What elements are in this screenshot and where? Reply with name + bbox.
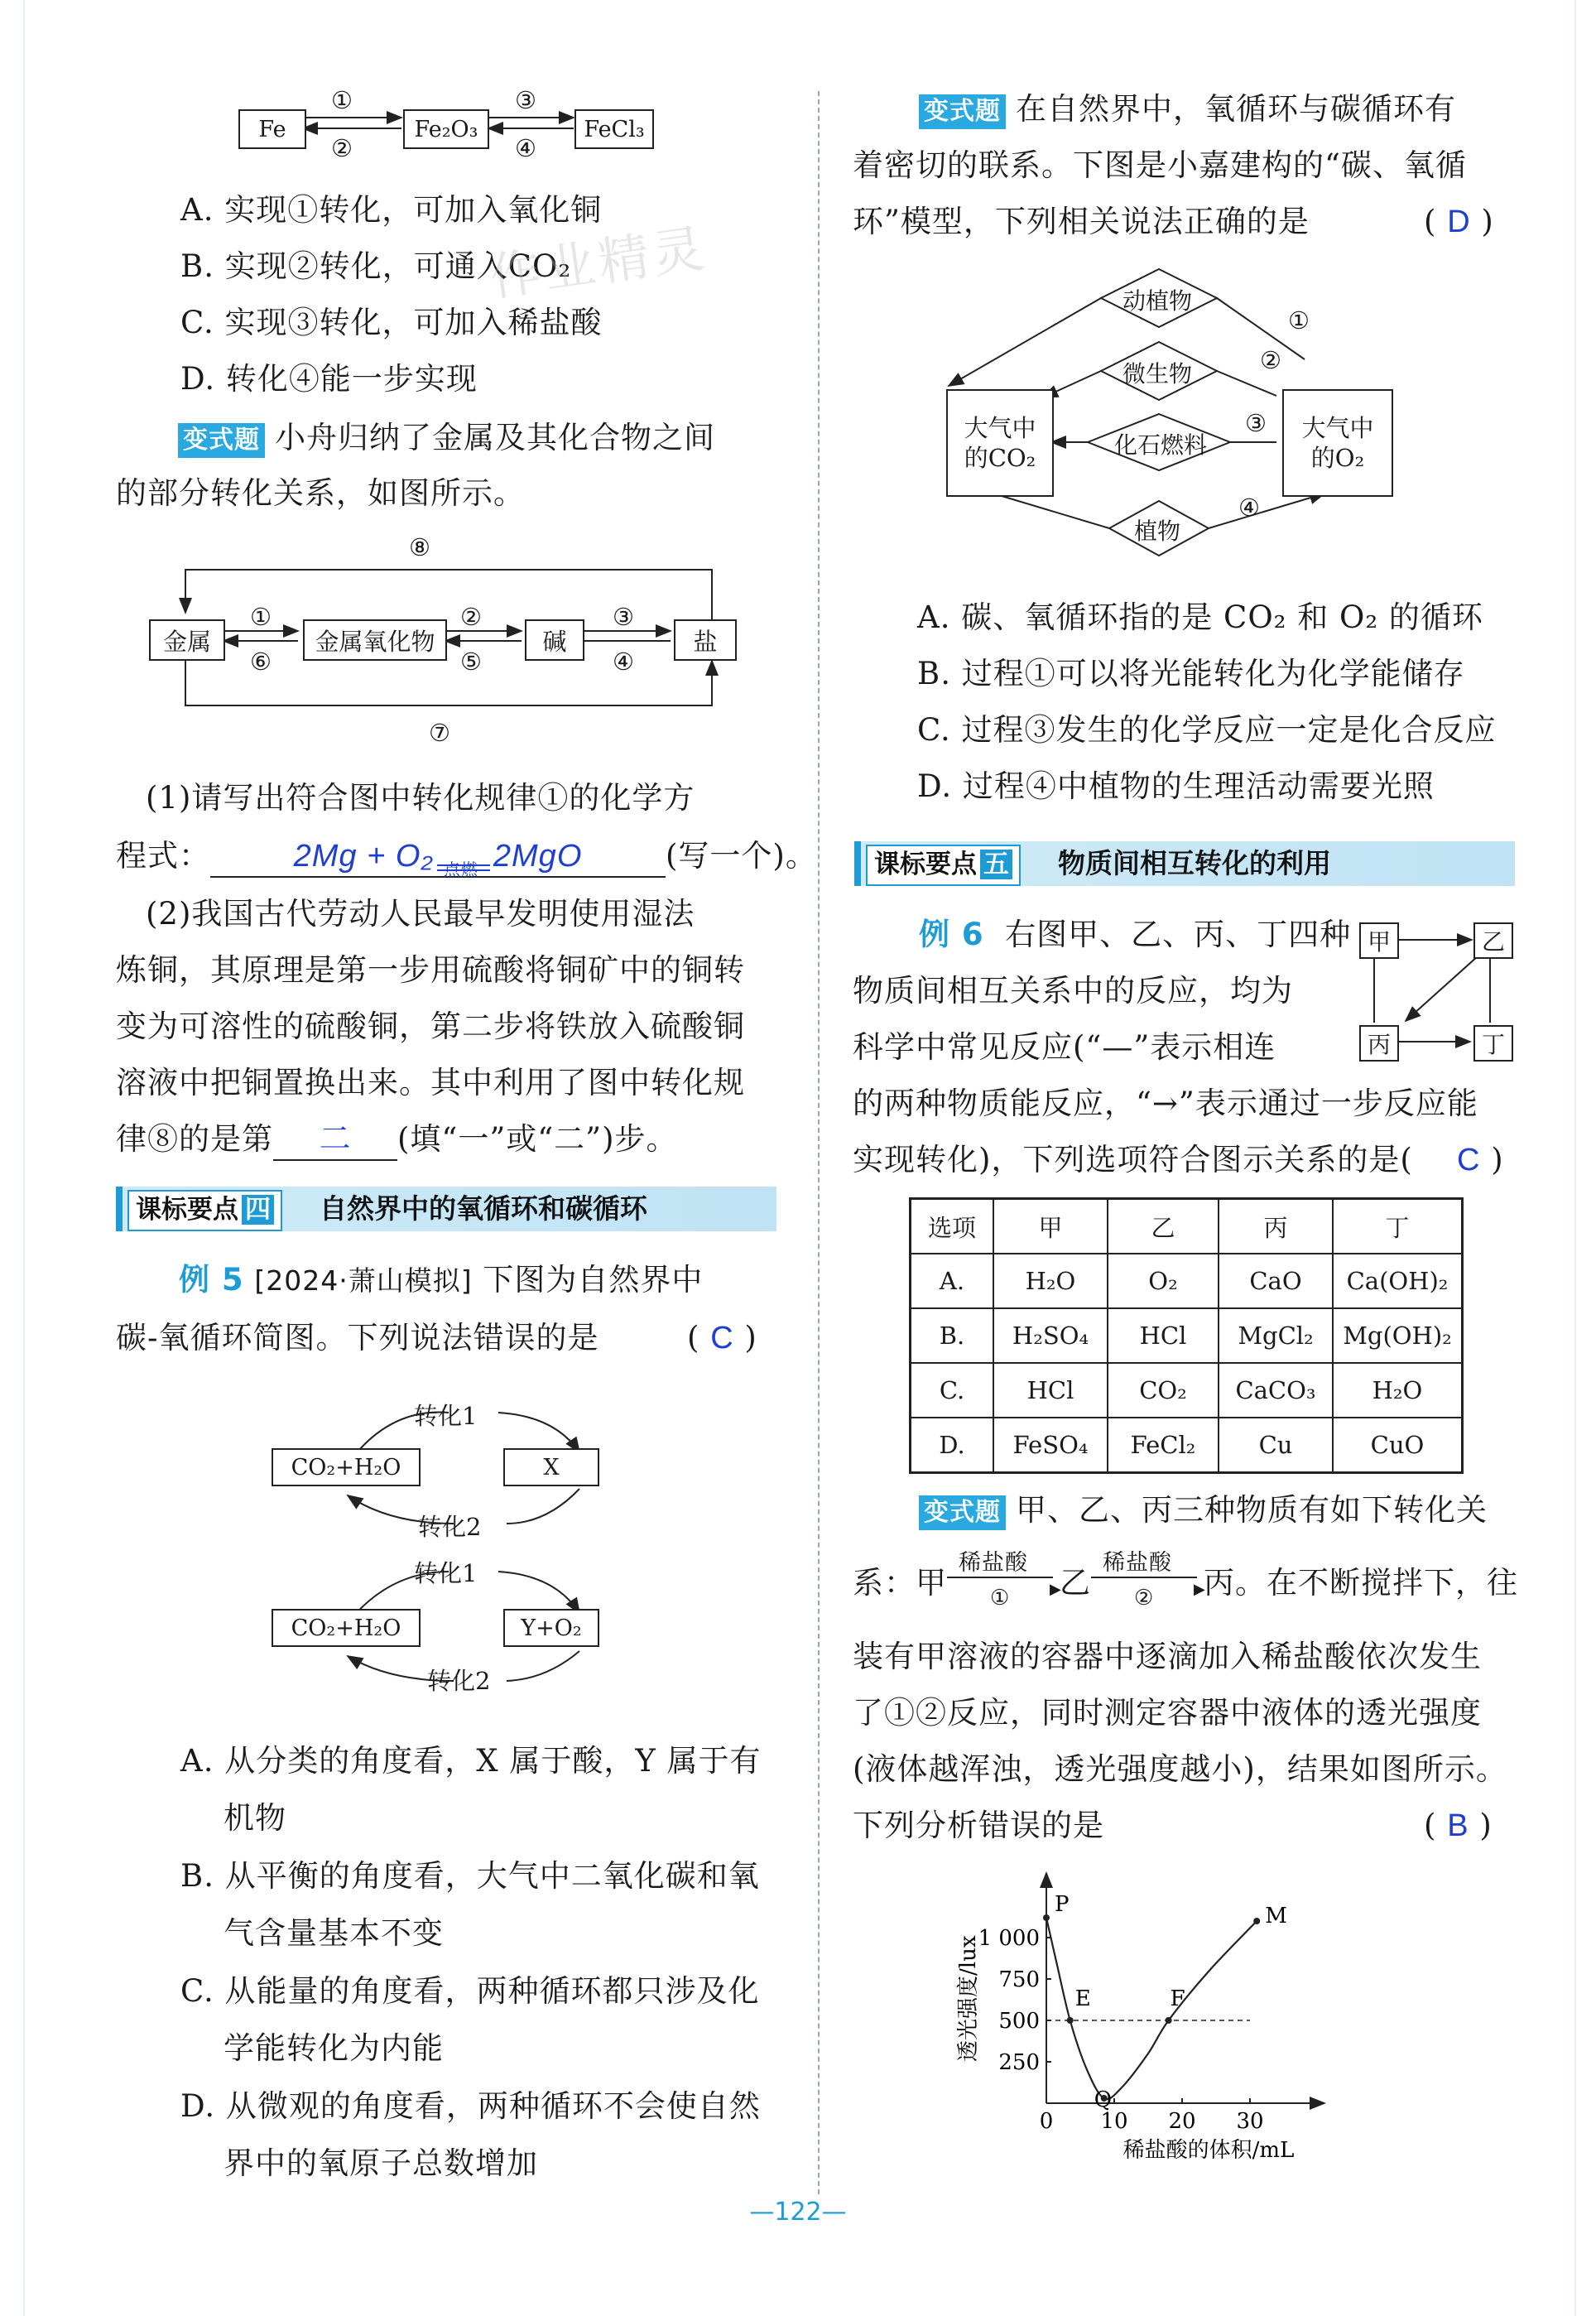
metal-label-5: ⑤ (460, 648, 482, 676)
q2-answer: 二 (273, 1119, 397, 1161)
base-node: 碱 (525, 619, 584, 661)
section-5-label: 课标要点 五 (866, 845, 1021, 886)
point-label-f: F (1170, 1986, 1185, 2011)
x-axis-label: 稀盐酸的体积/mL (1122, 2138, 1295, 2163)
variant1-line1 (178, 418, 715, 458)
example6-line2: 物质间相互关系中的反应，均为 (853, 973, 1293, 1009)
table-cell: B. (911, 1308, 994, 1363)
process-3-label: ③ (1245, 409, 1267, 437)
ex5-option-b1: B. 从平衡的角度看，大气中二氧化碳和氧 (180, 1858, 760, 1894)
cycle2-left-node: CO₂+H₂O (272, 1609, 421, 1647)
example5-line2 (116, 1318, 757, 1358)
cycle2-transform1: 转化1 (414, 1559, 478, 1587)
ex5-option-c1: C. 从能量的角度看，两种循环都只涉及化 (180, 1973, 760, 2009)
metal-oxide-node: 金属氧化物 (303, 619, 447, 661)
example5-text2: 碳-氧循环简图。下列说法错误的是 (116, 1320, 599, 1355)
option-d: D. 转化④能一步实现 (180, 361, 478, 397)
table-cell: CaO (1219, 1254, 1333, 1308)
table-cell: HCl (1108, 1308, 1219, 1363)
metal-node: 金属 (149, 619, 225, 661)
fecl3-node: FeCl₃ (574, 109, 654, 149)
variant2-option-c: C. 过程③发生的化学反应一定是化合反应 (917, 712, 1497, 748)
mini-node-bing: 丙 (1359, 1025, 1399, 1062)
y-tick-label: 1 000 (978, 1926, 1040, 1951)
arrow-label-3: ③ (515, 86, 536, 114)
relation-prefix: 系：甲 (853, 1565, 947, 1601)
transmittance-chart (944, 1863, 1440, 2178)
arrow-label-1: ① (331, 86, 353, 114)
example6-text5: 实现转化)，下列选项符合图示关系的是( (853, 1142, 1413, 1177)
example6-answer: C (1457, 1143, 1481, 1177)
variant3-line3: 装有甲溶液的容器中逐滴加入稀盐酸依次发生 (853, 1639, 1482, 1674)
q1-suffix: (写一个)。 (666, 838, 817, 874)
metal-label-7: ⑦ (429, 719, 450, 747)
q1-answer-right: 2MgO (493, 839, 583, 874)
table-row (911, 1363, 1463, 1418)
table-cell: CaCO₃ (1219, 1363, 1333, 1418)
cycle1-left-node: CO₂+H₂O (272, 1448, 421, 1486)
example6-line5 (853, 1140, 1504, 1180)
table-header: 选项 (911, 1199, 994, 1254)
table-cell: HCl (993, 1363, 1108, 1418)
section-4-label: 课标要点 四 (127, 1190, 282, 1231)
q2-line5 (116, 1119, 678, 1161)
variant2-line2: 着密切的联系。下图是小嘉建构的“碳、氧循 (853, 147, 1467, 183)
variant2-option-d: D. 过程④中植物的生理活动需要光照 (917, 768, 1435, 804)
q1-answer-left: 2Mg + O₂ (293, 839, 434, 874)
q2-line1: (2)我国古代劳动人民最早发明使用湿法 (146, 896, 695, 932)
plants-label: 植物 (1134, 518, 1181, 545)
variant2-line3 (853, 202, 1494, 242)
mini-node-yi: 乙 (1473, 922, 1513, 959)
q1-line2 (116, 836, 817, 878)
q1-prefix: 程式： (116, 838, 210, 874)
ex5-option-d2: 界中的氧原子总数增加 (224, 2145, 538, 2181)
page-number: —122— (749, 2198, 847, 2227)
fe2o3-node: Fe₂O₃ (403, 109, 489, 149)
table-cell: Ca(OH)₂ (1333, 1254, 1463, 1308)
table-cell: CuO (1333, 1418, 1463, 1473)
watermark: 作业精灵 (485, 217, 711, 308)
q2-line3: 变为可溶性的硫酸铜，第二步将铁放入硫酸铜 (116, 1009, 745, 1044)
example6-label: 例 6 (919, 917, 984, 952)
x-tick-label: 0 (1039, 2109, 1054, 2134)
mini-node-ding: 丁 (1473, 1025, 1513, 1062)
q2-suffix: (填“一”或“二”)步。 (397, 1121, 678, 1157)
table-cell: H₂O (993, 1254, 1108, 1308)
ex5-option-a2: 机物 (224, 1800, 286, 1836)
variant2-answer: D (1447, 205, 1471, 239)
reaction-num-1: ① (990, 1586, 1011, 1611)
point-label-e: E (1074, 1986, 1091, 2011)
variant3-line1 (919, 1490, 1488, 1530)
metal-label-4: ④ (613, 648, 634, 676)
table-header: 丙 (1219, 1199, 1333, 1254)
q1-line1: (1)请写出符合图中转化规律①的化学方 (146, 780, 695, 816)
reagent-1: 稀盐酸 (959, 1550, 1028, 1576)
ex5-option-c2: 学能转化为内能 (224, 2030, 444, 2066)
x-tick-label: 30 (1236, 2109, 1264, 2134)
x-tick-label: 20 (1168, 2109, 1196, 2134)
variant-tag: 变式题 (178, 423, 265, 458)
variant3-line5: (液体越浑浊，透光强度越小)，结果如图所示。 (853, 1751, 1507, 1787)
q2-prefix: 律⑧的是第 (116, 1121, 273, 1157)
y-tick-label: 250 (998, 2050, 1040, 2075)
fe-node: Fe (238, 109, 306, 149)
point-label-m: M (1265, 1904, 1287, 1928)
option-c: C. 实现③转化，可加入稀盐酸 (180, 305, 603, 340)
section-4-header (116, 1187, 776, 1231)
column-divider (818, 91, 820, 2194)
variant2-answer-bracket: ( D ) (1424, 204, 1494, 239)
variant3-relation-line (853, 1550, 1518, 1611)
table-cell: MgCl₂ (1219, 1308, 1333, 1363)
y-axis-label: 透光强度/lux (956, 1935, 981, 2062)
arrow-label-2: ② (331, 134, 353, 162)
table-cell: H₂SO₄ (993, 1308, 1108, 1363)
process-2-label: ② (1260, 346, 1281, 374)
variant2-option-b: B. 过程①可以将光能转化为化学能储存 (917, 656, 1465, 691)
variant1-line2: 的部分转化关系，如图所示。 (116, 475, 525, 511)
example5-line1 (179, 1260, 703, 1301)
table-row (911, 1418, 1463, 1473)
atmosphere-o2-box: 大气中 的O₂ (1282, 389, 1393, 497)
reaction-num-2: ② (1134, 1586, 1155, 1611)
relation-mid: 乙 (1060, 1565, 1091, 1601)
q2-line4: 溶液中把铜置换出来。其中利用了图中转化规 (116, 1065, 745, 1100)
table-cell: Cu (1219, 1418, 1333, 1473)
variant1-text1: 小舟归纳了金属及其化合物之间 (275, 420, 715, 455)
point-label-q: Q (1094, 2087, 1113, 2112)
q2-line2: 炼铜，其原理是第一步用硫酸将铜矿中的铜转 (116, 952, 745, 988)
example5-answer: C (710, 1321, 734, 1355)
example5-source: [2024·萧山模拟] (254, 1264, 473, 1297)
table-header-row (911, 1199, 1463, 1254)
table-cell: FeCl₂ (1108, 1418, 1219, 1473)
variant2-text1: 在自然界中，氧循环与碳循环有 (1016, 91, 1456, 127)
example6-line1 (919, 915, 1351, 955)
fossil-fuel-label: 化石燃料 (1114, 431, 1208, 459)
example6-line4: 的两种物质能反应，“→”表示通过一步反应能 (853, 1086, 1478, 1121)
variant3-text1: 甲、乙、丙三种物质有如下转化关 (1016, 1492, 1488, 1528)
example6-line3: 科学中常见反应(“—”表示相连 (853, 1029, 1276, 1065)
atmosphere-co2-box: 大气中 的CO₂ (946, 389, 1054, 497)
table-cell: O₂ (1108, 1254, 1219, 1308)
table-cell: A. (911, 1254, 994, 1308)
arrow-label-4: ④ (515, 134, 536, 162)
ex5-option-b2: 气含量基本不变 (224, 1915, 444, 1951)
cycle2-transform2: 转化2 (427, 1667, 491, 1695)
animals-plants-label: 动植物 (1122, 287, 1193, 315)
variant2-text3: 环”模型，下列相关说法正确的是 (853, 204, 1310, 239)
table-row (911, 1308, 1463, 1363)
relation-arrow-2: 稀盐酸 ▶ ② (1091, 1577, 1204, 1593)
table-header: 甲 (993, 1199, 1108, 1254)
metal-label-1: ① (250, 603, 272, 631)
point-f (1166, 2017, 1172, 2024)
mini-node-jia: 甲 (1359, 922, 1399, 959)
variant3-line4: 了①②反应，同时测定容器中液体的透光强度 (853, 1695, 1482, 1731)
metal-label-3: ③ (613, 603, 634, 631)
table-cell: C. (911, 1363, 994, 1418)
relation-suffix: 丙。在不断搅拌下，往 (1204, 1565, 1518, 1601)
variant3-last: 下列分析错误的是 (853, 1808, 1104, 1843)
reagent-2: 稀盐酸 (1103, 1550, 1172, 1576)
cycle1-transform1: 转化1 (414, 1402, 478, 1430)
process-4-label: ④ (1238, 494, 1260, 522)
table-cell: H₂O (1333, 1363, 1463, 1418)
point-e (1067, 2017, 1074, 2024)
metal-label-6: ⑥ (250, 648, 272, 676)
y-tick-label: 750 (998, 1967, 1040, 1992)
table-header: 丁 (1333, 1199, 1463, 1254)
x-tick-label: 10 (1100, 2109, 1128, 2134)
variant3-answer: B (1447, 1808, 1469, 1843)
table-row (911, 1254, 1463, 1308)
table-cell: Mg(OH)₂ (1333, 1308, 1463, 1363)
option-b: B. 实现②转化，可通入CO₂ (180, 248, 572, 284)
variant-tag: 变式题 (919, 1495, 1006, 1530)
option-a: A. 实现①转化，可加入氧化铜 (180, 192, 603, 228)
metal-label-8: ⑧ (409, 533, 430, 561)
section-5-header (854, 841, 1515, 886)
variant2-option-a: A. 碳、氧循环指的是 CO₂ 和 O₂ 的循环 (917, 599, 1483, 635)
section-4-title: 自然界中的氧循环和碳循环 (320, 1192, 647, 1225)
point-label-p: P (1055, 1892, 1070, 1917)
variant3-answer-bracket: ( B ) (1424, 1808, 1493, 1843)
ex5-option-a1: A. 从分类的角度看，X 属于酸，Y 属于有 (180, 1743, 762, 1779)
example5-answer-bracket: ( C ) (687, 1320, 757, 1355)
process-1-label: ① (1288, 306, 1310, 335)
y-tick-label: 500 (998, 2009, 1040, 2034)
microbes-label: 微生物 (1122, 360, 1193, 388)
example6-text1: 右图甲、乙、丙、丁四种 (1005, 917, 1352, 952)
table-cell: FeSO₄ (993, 1418, 1108, 1473)
ex5-option-d1: D. 从微观的角度看，两种循环不会使自然 (180, 2088, 761, 2124)
options-table (909, 1197, 1464, 1474)
salt-node: 盐 (674, 619, 737, 661)
cycle1-transform2: 转化2 (418, 1513, 482, 1541)
relation-arrow-1: 稀盐酸 ▶ ① (947, 1577, 1060, 1593)
table-header: 乙 (1108, 1199, 1219, 1254)
variant-tag: 变式题 (919, 94, 1006, 129)
example5-label: 例 5 (179, 1262, 244, 1298)
table-cell: CO₂ (1108, 1363, 1219, 1418)
variant2-line1 (919, 89, 1456, 129)
example6-answer-bracket: C ) (1457, 1142, 1504, 1177)
variant3-line6 (853, 1806, 1493, 1846)
table-cell: D. (911, 1418, 994, 1473)
q1-answer-blank (210, 836, 666, 878)
point-m (1253, 1918, 1260, 1924)
q1-condition: 点燃 (443, 859, 478, 879)
cycle2-right-node: Y+O₂ (503, 1609, 599, 1647)
cycle1-right-node: X (503, 1448, 599, 1486)
example5-text1: 下图为自然界中 (483, 1262, 704, 1298)
section-5-title: 物质间相互转化的利用 (1058, 847, 1331, 879)
point-p (1043, 1914, 1050, 1921)
metal-label-2: ② (460, 603, 482, 631)
metal-diagram-arrows (141, 530, 753, 745)
